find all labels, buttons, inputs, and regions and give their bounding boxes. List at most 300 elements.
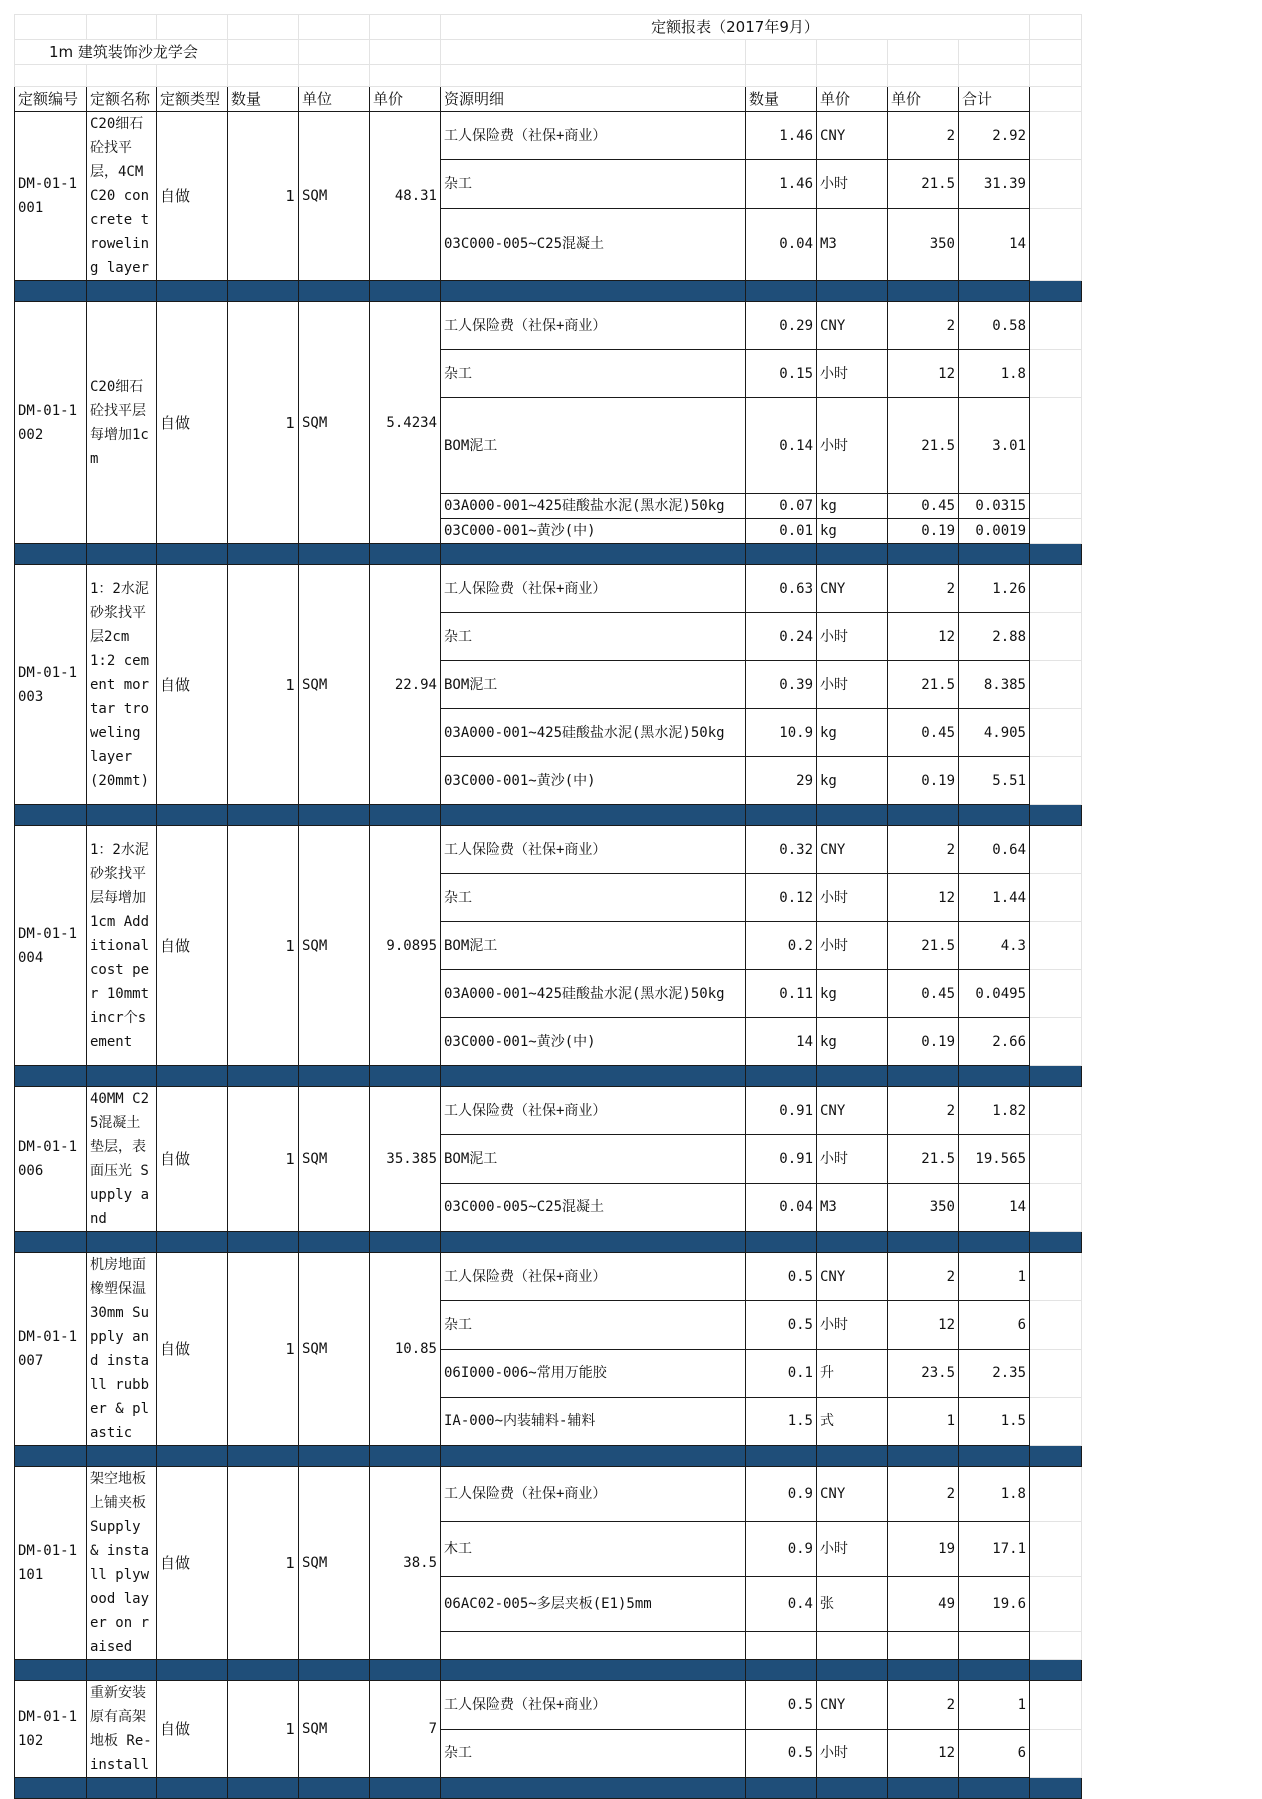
resource-total[interactable]: 6 — [959, 1729, 1030, 1778]
quota-name[interactable]: C20细石砼找平层，4CM C20 concrete troweling layer — [87, 112, 157, 281]
resource-price[interactable]: 350 — [888, 208, 959, 280]
resource-qty[interactable]: 0.91 — [746, 1087, 817, 1135]
cell[interactable] — [1030, 1232, 1082, 1253]
cell[interactable] — [1030, 87, 1082, 112]
resource-price[interactable]: 0.19 — [888, 1018, 959, 1066]
resource-total[interactable]: 0.0315 — [959, 494, 1030, 519]
separator-cell — [299, 1778, 370, 1799]
separator-cell — [87, 281, 157, 302]
resource-name[interactable]: 杂工 — [441, 613, 746, 661]
resource-qty[interactable]: 0.29 — [746, 302, 817, 350]
cell[interactable] — [299, 15, 370, 40]
resource-unit[interactable]: 小时 — [817, 1135, 888, 1183]
header-qty[interactable]: 数量 — [228, 87, 299, 112]
quota-qty[interactable]: 1 — [228, 302, 299, 544]
resource-qty[interactable]: 0.07 — [746, 494, 817, 519]
cell[interactable] — [1030, 160, 1082, 208]
resource-unit[interactable]: M3 — [817, 1183, 888, 1231]
resource-unit[interactable]: 小时 — [817, 160, 888, 208]
resource-qty[interactable]: 0.1 — [746, 1349, 817, 1397]
resource-name[interactable]: 03C000-001~黄沙(中) — [441, 757, 746, 805]
header-type[interactable]: 定额类型 — [157, 87, 228, 112]
resource-qty[interactable]: 0.63 — [746, 565, 817, 613]
quota-name[interactable]: 机房地面橡塑保温30mm Supply and install rubber & plastic — [87, 1253, 157, 1446]
cell[interactable] — [370, 15, 441, 40]
resource-price[interactable]: 19 — [888, 1522, 959, 1577]
organization-name[interactable]: 1m 建筑装饰沙龙学会 — [15, 40, 228, 65]
cell[interactable] — [1030, 1087, 1082, 1135]
resource-qty[interactable]: 0.91 — [746, 1135, 817, 1183]
cell[interactable] — [441, 40, 746, 65]
resource-name[interactable] — [441, 1632, 746, 1660]
cell[interactable] — [1030, 826, 1082, 874]
resource-qty[interactable]: 0.39 — [746, 661, 817, 709]
cell[interactable] — [1030, 1446, 1082, 1467]
quota-name[interactable]: C20细石砼找平层每增加1cm — [87, 302, 157, 544]
resource-total[interactable]: 0.64 — [959, 826, 1030, 874]
quota-qty[interactable]: 1 — [228, 112, 299, 281]
quota-code[interactable]: DM-01-1102 — [15, 1681, 87, 1778]
resource-qty[interactable]: 0.04 — [746, 208, 817, 280]
header-name[interactable]: 定额名称 — [87, 87, 157, 112]
cell[interactable] — [228, 40, 299, 65]
quota-name[interactable]: 1：2水泥砂浆找平层每增加1cm Additional cost per 10mmt incr个sement — [87, 826, 157, 1066]
resource-total[interactable]: 2.92 — [959, 112, 1030, 160]
resource-total[interactable]: 2.35 — [959, 1349, 1030, 1397]
cell[interactable] — [228, 15, 299, 40]
separator-cell — [15, 544, 87, 565]
resource-unit[interactable]: CNY — [817, 1253, 888, 1301]
resource-name[interactable]: 杂工 — [441, 874, 746, 922]
resource-name[interactable]: IA-000~内装辅料-辅料 — [441, 1397, 746, 1445]
resource-name[interactable]: 工人保险费（社保+商业） — [441, 302, 746, 350]
resource-unit[interactable]: kg — [817, 709, 888, 757]
cell[interactable] — [1030, 1577, 1082, 1632]
resource-price[interactable]: 12 — [888, 1301, 959, 1349]
resource-total[interactable]: 14 — [959, 208, 1030, 280]
resource-price[interactable]: 2 — [888, 1087, 959, 1135]
resource-unit[interactable]: CNY — [817, 565, 888, 613]
cell[interactable] — [1030, 709, 1082, 757]
resource-qty[interactable] — [746, 1632, 817, 1660]
separator-row — [15, 1446, 1082, 1467]
resource-unit[interactable]: 张 — [817, 1577, 888, 1632]
quota-unit[interactable]: SQM — [299, 112, 370, 281]
resource-name[interactable]: 06AC02-005~多层夹板(E1)5mm — [441, 1577, 746, 1632]
resource-name[interactable]: BOM泥工 — [441, 398, 746, 494]
resource-unit[interactable]: kg — [817, 757, 888, 805]
resource-name[interactable]: 工人保险费（社保+商业） — [441, 826, 746, 874]
resource-unit[interactable]: 式 — [817, 1397, 888, 1445]
resource-name[interactable]: 工人保险费（社保+商业） — [441, 1253, 746, 1301]
resource-price[interactable]: 23.5 — [888, 1349, 959, 1397]
table-row — [15, 1087, 1082, 1135]
resource-qty[interactable]: 0.9 — [746, 1467, 817, 1522]
resource-qty[interactable]: 0.32 — [746, 826, 817, 874]
quota-type[interactable]: 自做 — [157, 826, 228, 1066]
quota-type[interactable]: 自做 — [157, 1253, 228, 1446]
quota-price[interactable]: 38.5 — [370, 1467, 441, 1660]
cell[interactable] — [1030, 805, 1082, 826]
resource-total[interactable]: 0.0019 — [959, 519, 1030, 544]
quota-unit[interactable]: SQM — [299, 1681, 370, 1778]
resource-total[interactable]: 1.82 — [959, 1087, 1030, 1135]
resource-price[interactable]: 21.5 — [888, 398, 959, 494]
resource-price[interactable]: 2 — [888, 112, 959, 160]
cell[interactable] — [1030, 544, 1082, 565]
quota-price[interactable]: 9.0895 — [370, 826, 441, 1066]
cell[interactable] — [441, 65, 746, 87]
resource-unit[interactable]: 小时 — [817, 661, 888, 709]
resource-price[interactable]: 2 — [888, 1681, 959, 1730]
separator-cell — [370, 805, 441, 826]
resource-qty[interactable]: 29 — [746, 757, 817, 805]
quota-type[interactable]: 自做 — [157, 302, 228, 544]
resource-qty[interactable]: 0.5 — [746, 1253, 817, 1301]
resource-unit[interactable]: 小时 — [817, 1301, 888, 1349]
cell[interactable] — [888, 40, 959, 65]
quota-code[interactable]: DM-01-1004 — [15, 826, 87, 1066]
cell[interactable] — [888, 65, 959, 87]
header-price[interactable]: 单价 — [370, 87, 441, 112]
resource-qty[interactable]: 1.46 — [746, 160, 817, 208]
quota-code[interactable]: DM-01-1101 — [15, 1467, 87, 1660]
cell[interactable] — [1030, 1183, 1082, 1231]
cell[interactable] — [746, 40, 817, 65]
resource-price[interactable]: 21.5 — [888, 1135, 959, 1183]
resource-price[interactable]: 0.19 — [888, 519, 959, 544]
quota-qty[interactable]: 1 — [228, 1467, 299, 1660]
resource-unit[interactable]: CNY — [817, 1467, 888, 1522]
resource-name[interactable]: 03C000-001~黄沙(中) — [441, 519, 746, 544]
separator-cell — [817, 1232, 888, 1253]
resource-price[interactable]: 2 — [888, 1253, 959, 1301]
resource-name[interactable]: 03A000-001~425硅酸盐水泥(黑水泥)50kg — [441, 709, 746, 757]
resource-qty[interactable]: 0.4 — [746, 1577, 817, 1632]
quota-type[interactable]: 自做 — [157, 1681, 228, 1778]
resource-name[interactable]: 木工 — [441, 1522, 746, 1577]
resource-total[interactable]: 4.3 — [959, 922, 1030, 970]
quota-unit[interactable]: SQM — [299, 1087, 370, 1232]
cell[interactable] — [15, 15, 87, 40]
table-row — [15, 826, 1082, 874]
quota-name[interactable]: 重新安装原有高架地板 Re-install — [87, 1681, 157, 1778]
cell[interactable] — [1030, 281, 1082, 302]
quota-qty[interactable]: 1 — [228, 1087, 299, 1232]
resource-price[interactable]: 1 — [888, 1397, 959, 1445]
quota-unit[interactable]: SQM — [299, 302, 370, 544]
cell[interactable] — [1030, 1467, 1082, 1522]
resource-total[interactable]: 19.565 — [959, 1135, 1030, 1183]
resource-price[interactable]: 12 — [888, 613, 959, 661]
resource-qty[interactable]: 0.14 — [746, 398, 817, 494]
resource-price[interactable]: 21.5 — [888, 160, 959, 208]
quota-type[interactable]: 自做 — [157, 1087, 228, 1232]
cell[interactable] — [1030, 922, 1082, 970]
cell[interactable] — [817, 65, 888, 87]
header-resource-price[interactable]: 单价 — [888, 87, 959, 112]
resource-price[interactable]: 2 — [888, 302, 959, 350]
quota-unit[interactable]: SQM — [299, 1467, 370, 1660]
resource-total[interactable]: 6 — [959, 1301, 1030, 1349]
resource-price[interactable]: 49 — [888, 1577, 959, 1632]
quota-name[interactable]: 架空地板上铺夹板 Supply & install plywood layer on raised — [87, 1467, 157, 1660]
quota-qty[interactable]: 1 — [228, 1253, 299, 1446]
cell[interactable] — [1030, 1729, 1082, 1778]
quota-unit[interactable]: SQM — [299, 826, 370, 1066]
resource-name[interactable]: 杂工 — [441, 1729, 746, 1778]
cell[interactable] — [1030, 1522, 1082, 1577]
resource-name[interactable]: 杂工 — [441, 160, 746, 208]
resource-unit[interactable]: CNY — [817, 112, 888, 160]
resource-name[interactable]: 工人保险费（社保+商业） — [441, 1087, 746, 1135]
resource-qty[interactable]: 0.5 — [746, 1729, 817, 1778]
resource-unit[interactable]: 升 — [817, 1349, 888, 1397]
resource-price[interactable]: 0.45 — [888, 709, 959, 757]
cell[interactable] — [1030, 1349, 1082, 1397]
resource-unit[interactable]: CNY — [817, 1087, 888, 1135]
resource-name[interactable]: 工人保险费（社保+商业） — [441, 112, 746, 160]
resource-name[interactable]: 03C000-005~C25混凝土 — [441, 208, 746, 280]
resource-total[interactable]: 1 — [959, 1253, 1030, 1301]
cell[interactable] — [1030, 661, 1082, 709]
resource-name[interactable]: 杂工 — [441, 350, 746, 398]
header-resource[interactable]: 资源明细 — [441, 87, 746, 112]
resource-name[interactable]: BOM泥工 — [441, 922, 746, 970]
cell[interactable] — [1030, 519, 1082, 544]
cell[interactable] — [299, 40, 370, 65]
resource-total[interactable]: 1.44 — [959, 874, 1030, 922]
resource-unit[interactable]: 小时 — [817, 398, 888, 494]
resource-name[interactable]: 工人保险费（社保+商业） — [441, 1467, 746, 1522]
resource-unit[interactable]: kg — [817, 970, 888, 1018]
resource-total[interactable]: 31.39 — [959, 160, 1030, 208]
resource-qty[interactable]: 0.9 — [746, 1522, 817, 1577]
cell[interactable] — [817, 40, 888, 65]
resource-total[interactable]: 19.6 — [959, 1577, 1030, 1632]
quota-code[interactable]: DM-01-1001 — [15, 112, 87, 281]
resource-qty[interactable]: 0.11 — [746, 970, 817, 1018]
cell[interactable] — [1030, 970, 1082, 1018]
cell[interactable] — [1030, 565, 1082, 613]
resource-price[interactable] — [888, 1632, 959, 1660]
cell[interactable] — [157, 65, 228, 87]
resource-price[interactable]: 12 — [888, 874, 959, 922]
cell[interactable] — [370, 65, 441, 87]
header-resource-unit-price[interactable]: 单价 — [817, 87, 888, 112]
resource-unit[interactable]: CNY — [817, 826, 888, 874]
header-unit[interactable]: 单位 — [299, 87, 370, 112]
separator-cell — [959, 1232, 1030, 1253]
cell[interactable] — [1030, 1681, 1082, 1730]
resource-unit[interactable]: kg — [817, 519, 888, 544]
cell[interactable] — [1030, 398, 1082, 494]
resource-qty[interactable]: 10.9 — [746, 709, 817, 757]
separator-row — [15, 805, 1082, 826]
resource-name[interactable]: BOM泥工 — [441, 661, 746, 709]
resource-qty[interactable]: 0.2 — [746, 922, 817, 970]
cell[interactable] — [1030, 1135, 1082, 1183]
resource-price[interactable]: 350 — [888, 1183, 959, 1231]
cell[interactable] — [87, 65, 157, 87]
resource-price[interactable]: 12 — [888, 350, 959, 398]
resource-price[interactable]: 21.5 — [888, 661, 959, 709]
resource-qty[interactable]: 1.46 — [746, 112, 817, 160]
quota-name[interactable]: 40MM C25混凝土垫层，表面压光 Supply and — [87, 1087, 157, 1232]
quota-type[interactable]: 自做 — [157, 565, 228, 805]
quota-unit[interactable]: SQM — [299, 565, 370, 805]
cell[interactable] — [228, 65, 299, 87]
resource-qty[interactable]: 0.5 — [746, 1301, 817, 1349]
cell[interactable] — [1030, 40, 1082, 65]
resource-unit[interactable]: kg — [817, 1018, 888, 1066]
quota-price[interactable]: 22.94 — [370, 565, 441, 805]
cell[interactable] — [1030, 1397, 1082, 1445]
resource-price[interactable]: 0.45 — [888, 970, 959, 1018]
quota-qty[interactable]: 1 — [228, 565, 299, 805]
resource-name[interactable]: 工人保险费（社保+商业） — [441, 1681, 746, 1730]
cell[interactable] — [1030, 1253, 1082, 1301]
resource-qty[interactable]: 1.5 — [746, 1397, 817, 1445]
quota-price[interactable]: 7 — [370, 1681, 441, 1778]
quota-price[interactable]: 35.385 — [370, 1087, 441, 1232]
separator-cell — [441, 1660, 746, 1681]
quota-price[interactable]: 48.31 — [370, 112, 441, 281]
cell[interactable] — [1030, 350, 1082, 398]
resource-unit[interactable]: CNY — [817, 1681, 888, 1730]
resource-name[interactable]: 03A000-001~425硅酸盐水泥(黑水泥)50kg — [441, 494, 746, 519]
header-total[interactable]: 合计 — [959, 87, 1030, 112]
cell[interactable] — [1030, 112, 1082, 160]
resource-qty[interactable]: 0.12 — [746, 874, 817, 922]
quota-unit[interactable]: SQM — [299, 1253, 370, 1446]
cell[interactable] — [1030, 15, 1082, 40]
resource-price[interactable]: 2 — [888, 826, 959, 874]
resource-name[interactable]: BOM泥工 — [441, 1135, 746, 1183]
separator-cell — [299, 1066, 370, 1087]
quota-type[interactable]: 自做 — [157, 112, 228, 281]
cell[interactable] — [1030, 1632, 1082, 1660]
cell[interactable] — [1030, 208, 1082, 280]
resource-price[interactable]: 12 — [888, 1729, 959, 1778]
quota-code[interactable]: DM-01-1007 — [15, 1253, 87, 1446]
resource-qty[interactable]: 0.04 — [746, 1183, 817, 1231]
cell[interactable] — [1030, 757, 1082, 805]
resource-unit[interactable]: kg — [817, 494, 888, 519]
resource-qty[interactable]: 0.5 — [746, 1681, 817, 1730]
resource-name[interactable]: 工人保险费（社保+商业） — [441, 565, 746, 613]
resource-total[interactable]: 1.8 — [959, 1467, 1030, 1522]
cell[interactable] — [746, 65, 817, 87]
resource-total[interactable]: 1.5 — [959, 1397, 1030, 1445]
quota-code[interactable]: DM-01-1003 — [15, 565, 87, 805]
resource-unit[interactable]: 小时 — [817, 922, 888, 970]
resource-total[interactable]: 1.8 — [959, 350, 1030, 398]
quota-code[interactable]: DM-01-1002 — [15, 302, 87, 544]
quota-price[interactable]: 5.4234 — [370, 302, 441, 544]
resource-name[interactable]: 03C000-005~C25混凝土 — [441, 1183, 746, 1231]
resource-name[interactable]: 杂工 — [441, 1301, 746, 1349]
resource-name[interactable]: 03A000-001~425硅酸盐水泥(黑水泥)50kg — [441, 970, 746, 1018]
resource-total[interactable]: 1 — [959, 1681, 1030, 1730]
separator-cell — [370, 1446, 441, 1467]
separator-cell — [441, 805, 746, 826]
header-code[interactable]: 定额编号 — [15, 87, 87, 112]
cell[interactable] — [1030, 1660, 1082, 1681]
cell[interactable] — [87, 15, 157, 40]
cell[interactable] — [959, 65, 1030, 87]
header-resource-qty[interactable]: 数量 — [746, 87, 817, 112]
resource-price[interactable]: 2 — [888, 1467, 959, 1522]
resource-price[interactable]: 21.5 — [888, 922, 959, 970]
cell[interactable] — [1030, 874, 1082, 922]
resource-total[interactable]: 0.0495 — [959, 970, 1030, 1018]
resource-total[interactable]: 17.1 — [959, 1522, 1030, 1577]
resource-total[interactable]: 1.26 — [959, 565, 1030, 613]
resource-total[interactable]: 8.385 — [959, 661, 1030, 709]
quota-type[interactable]: 自做 — [157, 1467, 228, 1660]
resource-unit[interactable]: 小时 — [817, 1729, 888, 1778]
cell[interactable] — [1030, 65, 1082, 87]
cell[interactable] — [1030, 302, 1082, 350]
cell[interactable] — [1030, 1066, 1082, 1087]
cell[interactable] — [1030, 494, 1082, 519]
cell[interactable] — [157, 15, 228, 40]
resource-name[interactable]: 03C000-001~黄沙(中) — [441, 1018, 746, 1066]
resource-price[interactable]: 2 — [888, 565, 959, 613]
resource-price[interactable]: 0.45 — [888, 494, 959, 519]
resource-qty[interactable]: 0.15 — [746, 350, 817, 398]
resource-qty[interactable]: 0.24 — [746, 613, 817, 661]
cell[interactable] — [1030, 1018, 1082, 1066]
resource-unit[interactable]: 小时 — [817, 350, 888, 398]
quota-name[interactable]: 1：2水泥砂浆找平层2cm 1:2 cement mortar troweling layer (20mmt) — [87, 565, 157, 805]
cell[interactable] — [1030, 1778, 1082, 1799]
cell[interactable] — [1030, 613, 1082, 661]
resource-name[interactable]: 06I000-006~常用万能胶 — [441, 1349, 746, 1397]
resource-unit[interactable]: 小时 — [817, 1522, 888, 1577]
resource-total[interactable]: 14 — [959, 1183, 1030, 1231]
separator-cell — [746, 281, 817, 302]
cell[interactable] — [299, 65, 370, 87]
resource-unit[interactable]: 小时 — [817, 874, 888, 922]
resource-total[interactable]: 5.51 — [959, 757, 1030, 805]
quota-qty[interactable]: 1 — [228, 1681, 299, 1778]
resource-total[interactable]: 2.88 — [959, 613, 1030, 661]
separator-cell — [228, 1066, 299, 1087]
resource-total[interactable] — [959, 1632, 1030, 1660]
resource-qty[interactable]: 0.01 — [746, 519, 817, 544]
resource-total[interactable]: 2.66 — [959, 1018, 1030, 1066]
resource-total[interactable]: 0.58 — [959, 302, 1030, 350]
cell[interactable] — [15, 65, 87, 87]
quota-qty[interactable]: 1 — [228, 826, 299, 1066]
resource-unit[interactable]: 小时 — [817, 613, 888, 661]
resource-unit[interactable]: M3 — [817, 208, 888, 280]
cell[interactable] — [1030, 1301, 1082, 1349]
resource-price[interactable]: 0.19 — [888, 757, 959, 805]
quota-code[interactable]: DM-01-1006 — [15, 1087, 87, 1232]
resource-total[interactable]: 4.905 — [959, 709, 1030, 757]
resource-unit[interactable] — [817, 1632, 888, 1660]
cell[interactable] — [959, 40, 1030, 65]
quota-price[interactable]: 10.85 — [370, 1253, 441, 1446]
resource-qty[interactable]: 14 — [746, 1018, 817, 1066]
resource-unit[interactable]: CNY — [817, 302, 888, 350]
resource-total[interactable]: 3.01 — [959, 398, 1030, 494]
cell[interactable] — [370, 40, 441, 65]
report-title[interactable]: 定额报表（2017年9月） — [441, 15, 1030, 40]
